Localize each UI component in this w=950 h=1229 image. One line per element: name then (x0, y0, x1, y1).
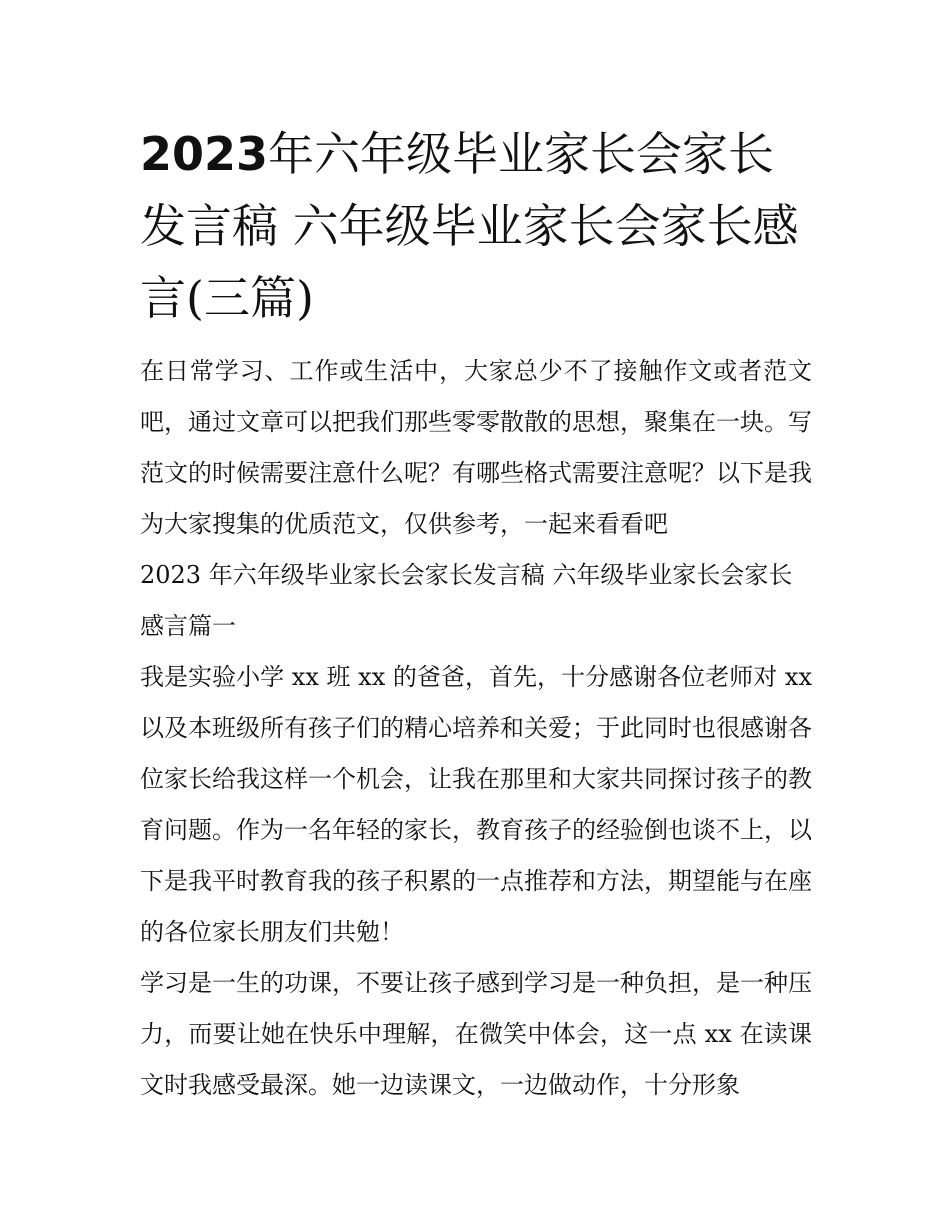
intro-paragraph: 在日常学习、工作或生活中，大家总少不了接触作文或者范文吧，通过文章可以把我们那些零零散散的思想，聚集在一块。写范文的时候需要注意什么呢？有哪些格式需要注意呢？以下是我为大家搜集的优质范文，仅供参考，一起来看看吧 (140, 357, 812, 538)
section-heading: 2023 年六年级毕业家长会家长发言稿 六年级毕业家长会家长感言篇一 (140, 561, 793, 640)
document-title (140, 118, 812, 334)
title-text: 年六年级毕业家长会家长发言稿 六年级毕业家长会家长感言(三篇) (140, 127, 799, 325)
title-year: 2023 (140, 127, 269, 181)
document-page (140, 118, 812, 1111)
body-paragraph-2: 学习是一生的功课，不要让孩子感到学习是一种负担，是一种压力，而要让她在快乐中理解，在微笑中体会，这一点 xx 在读课文时我感受最深。她一边读课文，一边做动作，十分形象 (140, 969, 812, 1099)
body-paragraph-1: 我是实验小学 xx 班 xx 的爸爸，首先，十分感谢各位老师对 xx 以及本班级所有孩子们的精心培养和关爱；于此同时也很感谢各位家长给我这样一个机会，让我在那里和大家共同探讨孩子的教育问题。作为一名年轻的家长，教育孩子的经验倒也谈不上，以下是我平时教育我的孩子积累的一点推荐和方法，期望能与在座的各位家长朋友们共勉！ (140, 663, 812, 946)
